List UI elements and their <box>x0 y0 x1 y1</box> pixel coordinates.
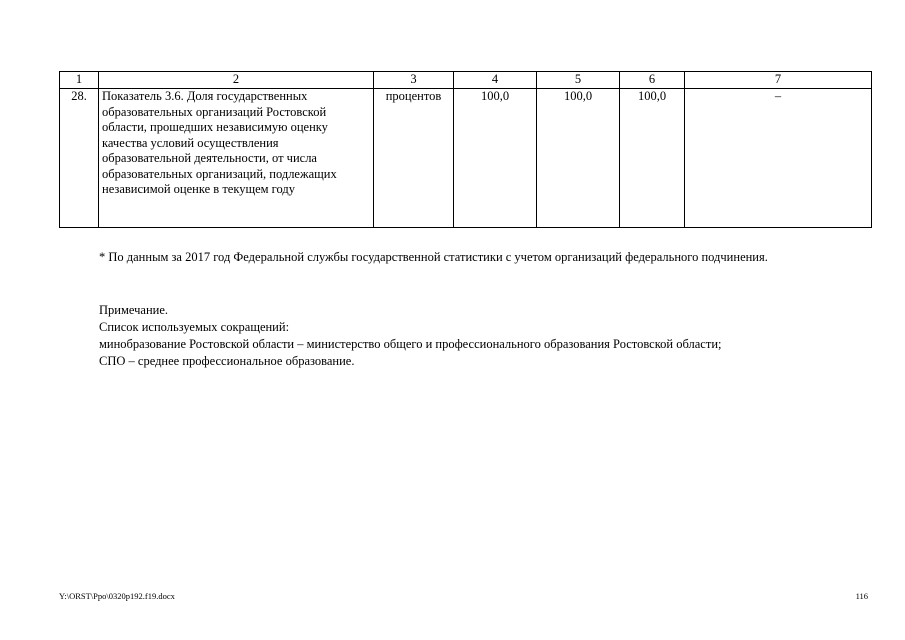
header-cell-6: 6 <box>620 72 685 89</box>
header-cell-3: 3 <box>374 72 454 89</box>
header-cell-4: 4 <box>454 72 537 89</box>
header-cell-1: 1 <box>60 72 99 89</box>
table-row <box>60 89 872 228</box>
notes-section <box>99 302 879 370</box>
table-header-row <box>60 72 872 89</box>
page-number: 116 <box>855 591 868 601</box>
header-cell-2: 2 <box>99 72 374 89</box>
header-cell-7: 7 <box>685 72 872 89</box>
abbreviations-title: Список используемых сокращений: <box>99 320 290 334</box>
header-cell-5: 5 <box>537 72 620 89</box>
value-cell-3: 100,0 <box>620 89 685 228</box>
note-cell: – <box>685 89 872 228</box>
abbreviation-item: СПО – среднее профессиональное образование. <box>99 354 355 368</box>
value-cell-1: 100,0 <box>454 89 537 228</box>
row-number: 28. <box>60 89 99 228</box>
footnote: * По данным за 2017 год Федеральной службы государственной статистики с учетом организаций федерального подчинения. <box>99 250 768 264</box>
unit-cell: процентов <box>374 89 454 228</box>
indicator-description: Показатель 3.6. Доля государственных образовательных организаций Ростовской области, прошедших независимую оценку качества условий осуществления образовательной деятельности, от числа образовательных организаций, подлежащих независимой оценке в текущем году <box>99 89 374 228</box>
abbreviation-item: минобразование Ростовской области – министерство общего и профессионального образования Ростовской области; <box>99 337 722 351</box>
indicator-table <box>59 71 872 228</box>
value-cell-2: 100,0 <box>537 89 620 228</box>
notes-title: Примечание. <box>99 303 169 317</box>
footer-file-path: Y:\ORST\Ppo\0320p192.f19.docx <box>59 591 175 601</box>
